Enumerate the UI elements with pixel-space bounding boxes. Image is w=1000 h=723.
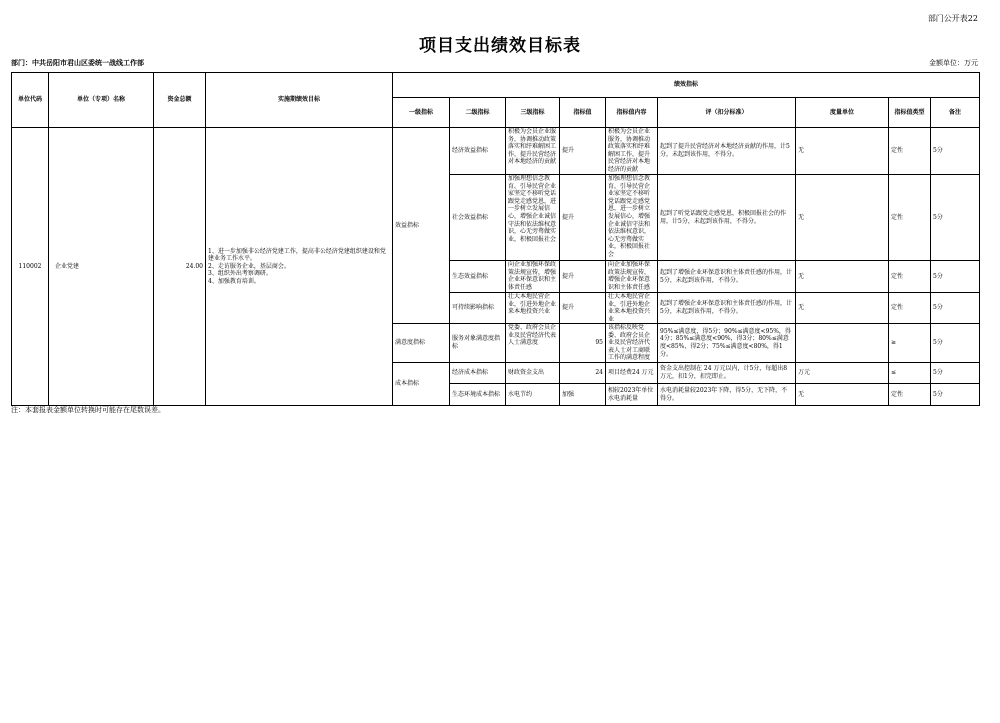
header-indicators: 绩效指标 (393, 73, 980, 98)
level2-cell: 生态效益指标 (450, 261, 506, 293)
level3-text: 向企业加强环保政策法规宣传，增强企业环保意识和主体责任感 (508, 261, 557, 291)
level2-cell: 经济成本指标 (450, 363, 506, 384)
content-cell: 相较2023年单位水电消耗量 (606, 384, 658, 406)
value-cell: 提升 (560, 293, 606, 324)
level3-text: 加强理想信念教育，引导民营企业家坚定不移听党话跟党走感党恩，进一步树立发展信心，增强企业诚信守法和依法维权意识，心无旁骛做实业，积极回报社会 (508, 175, 557, 243)
department-label: 部门：中共岳阳市君山区委统一战线工作部 (11, 58, 144, 67)
content-cell (606, 261, 658, 293)
level1-cell: 满意度指标 (393, 324, 450, 363)
page-title: 项目支出绩效目标表 (419, 36, 581, 56)
level2-cell: 生态环境成本指标 (450, 384, 506, 406)
remark-cell: 5分 (931, 128, 980, 175)
header-value-type: 指标值类型 (889, 98, 931, 128)
header-level1: 一级指标 (393, 98, 450, 128)
content-cell: 项目经费24 万元 (606, 363, 658, 384)
header-indicator-content: 指标值内容 (606, 98, 658, 128)
content-text: 积极为会员企业服务，协调推动政策落实和纾难解困工作，提升民营经济对本地经济的贡献 (608, 128, 651, 173)
goal-cell: 1、进一步加强非公经济党建工作，提高非公经济党建组织建设和党建业务工作水平。 2、走访服务企业，基层商会。 3、组织外出考察调研。 4、加强教育培训。 (206, 128, 393, 406)
level1-cell: 效益指标 (393, 128, 450, 324)
type-cell: ≥ (889, 324, 931, 363)
remark-cell: 5分 (931, 324, 980, 363)
performance-target-table (11, 72, 980, 406)
value-cell: 95 (560, 324, 606, 363)
content-cell (606, 175, 658, 261)
measure-cell (796, 324, 889, 363)
remark-cell: 5分 (931, 261, 980, 293)
value-cell: 提升 (560, 261, 606, 293)
type-cell: 定性 (889, 175, 931, 261)
level3-cell: 水电节约 (506, 384, 560, 406)
scoring-cell: 起到了提升民营经济对本地经济贡献的作用，计5分，未起到该作用，不得分。 (658, 128, 796, 175)
level1-cell: 成本指标 (393, 363, 450, 406)
type-cell: ≤ (889, 363, 931, 384)
table-row (12, 128, 980, 175)
scoring-cell: 水电消耗量较2023年下降，得5分，无下降，不得分。 (658, 384, 796, 406)
level3-cell (506, 175, 560, 261)
footnote: 注：本套报表金额单位转换时可能存在尾数误差。 (11, 406, 165, 414)
remark-cell: 5分 (931, 384, 980, 406)
measure-cell: 无 (796, 128, 889, 175)
measure-cell: 无 (796, 293, 889, 324)
measure-cell: 无 (796, 175, 889, 261)
type-cell: 定性 (889, 293, 931, 324)
unit-name-cell: 企业党建 (49, 128, 154, 406)
measure-cell: 无 (796, 261, 889, 293)
header-level3: 三级指标 (506, 98, 560, 128)
value-cell: 24 (560, 363, 606, 384)
level3-cell (506, 324, 560, 363)
scoring-cell: 资金支出控制在 24 万元以内，计5分，每超出8万元，扣1分，扣完即止。 (658, 363, 796, 384)
header-level2: 二级指标 (450, 98, 506, 128)
type-cell: 定性 (889, 261, 931, 293)
header-measure-unit: 度量单位 (796, 98, 889, 128)
header-unit-name: 单位（专项）名称 (49, 73, 154, 128)
level2-cell: 服务对象满意度指标 (450, 324, 506, 363)
measure-cell: 万元 (796, 363, 889, 384)
content-text: 加强理想信念教育，引导民营企业家坚定不移听党话跟党走感党恩，进一步树立发展信心，增强企业诚信守法和依法维权意识，心无旁骛做实业，积极回报社会 (608, 175, 651, 258)
level2-cell: 可持续影响指标 (450, 293, 506, 324)
page-label: 部门公开表22 (927, 14, 978, 23)
content-text: 该指标反映党委、政府会员企业及民营经济代表人士对工商联工作的满意程度 (608, 324, 651, 362)
level3-cell (506, 293, 560, 324)
remark-cell: 5分 (931, 293, 980, 324)
unit-code-cell: 110002 (12, 128, 49, 406)
header-unit-code: 单位代码 (12, 73, 49, 128)
scoring-cell: 95%≤满意度，得5分；90%≤满意度<95%，得4分；85%≤满意度<90%，得3分；80%≤满意度<85%，得2分；75%≤满意度<80%，得1分。 (658, 324, 796, 363)
content-cell (606, 324, 658, 363)
level3-text: 壮大本地民营企业，引进外地企业来本地投资兴业 (508, 293, 557, 316)
header-remark: 备注 (931, 98, 980, 128)
level2-cell: 社会效益指标 (450, 175, 506, 261)
header-indicator-value: 指标值 (560, 98, 606, 128)
content-cell (606, 128, 658, 175)
level3-text: 积极为会员企业服务，协调推动政策落实和纾难解困工作，提升民营经济对本地经济的贡献 (508, 128, 557, 166)
value-cell: 加强 (560, 384, 606, 406)
header-scoring: 评（扣分标准） (658, 98, 796, 128)
level3-cell (506, 261, 560, 293)
type-cell: 定性 (889, 384, 931, 406)
value-cell: 提升 (560, 128, 606, 175)
amount-unit-label: 金额单位：万元 (929, 59, 978, 67)
content-text: 向企业加强环保政策法规宣传，增强企业环保意识和主体责任感 (608, 261, 651, 291)
value-cell: 提升 (560, 175, 606, 261)
header-total-funds: 资金总额 (154, 73, 206, 128)
level3-cell (506, 128, 560, 175)
scoring-cell: 起到了增强企业环保意识和主体责任感的作用，计5分，未起到该作用，不得分。 (658, 293, 796, 324)
content-cell (606, 293, 658, 324)
scoring-cell: 起到了增强企业环保意识和主体责任感的作用，计5分，未起到该作用，不得分。 (658, 261, 796, 293)
header-goal: 实施期绩效目标 (206, 73, 393, 128)
level3-cell: 财政资金支出 (506, 363, 560, 384)
total-funds-cell: 24.00 (154, 128, 206, 406)
level2-cell: 经济效益指标 (450, 128, 506, 175)
remark-cell: 5分 (931, 363, 980, 384)
content-text: 壮大本地民营企业，引进外地企业来本地投资兴业 (608, 293, 651, 323)
measure-cell: 无 (796, 384, 889, 406)
scoring-cell: 起到了听党话跟党走感党恩，积极回报社会的作用，计5分，未起到该作用，不得分。 (658, 175, 796, 261)
remark-cell: 5分 (931, 175, 980, 261)
type-cell: 定性 (889, 128, 931, 175)
level3-text: 党委、政府会员企业及民营经济代表人士满意度 (508, 324, 557, 347)
